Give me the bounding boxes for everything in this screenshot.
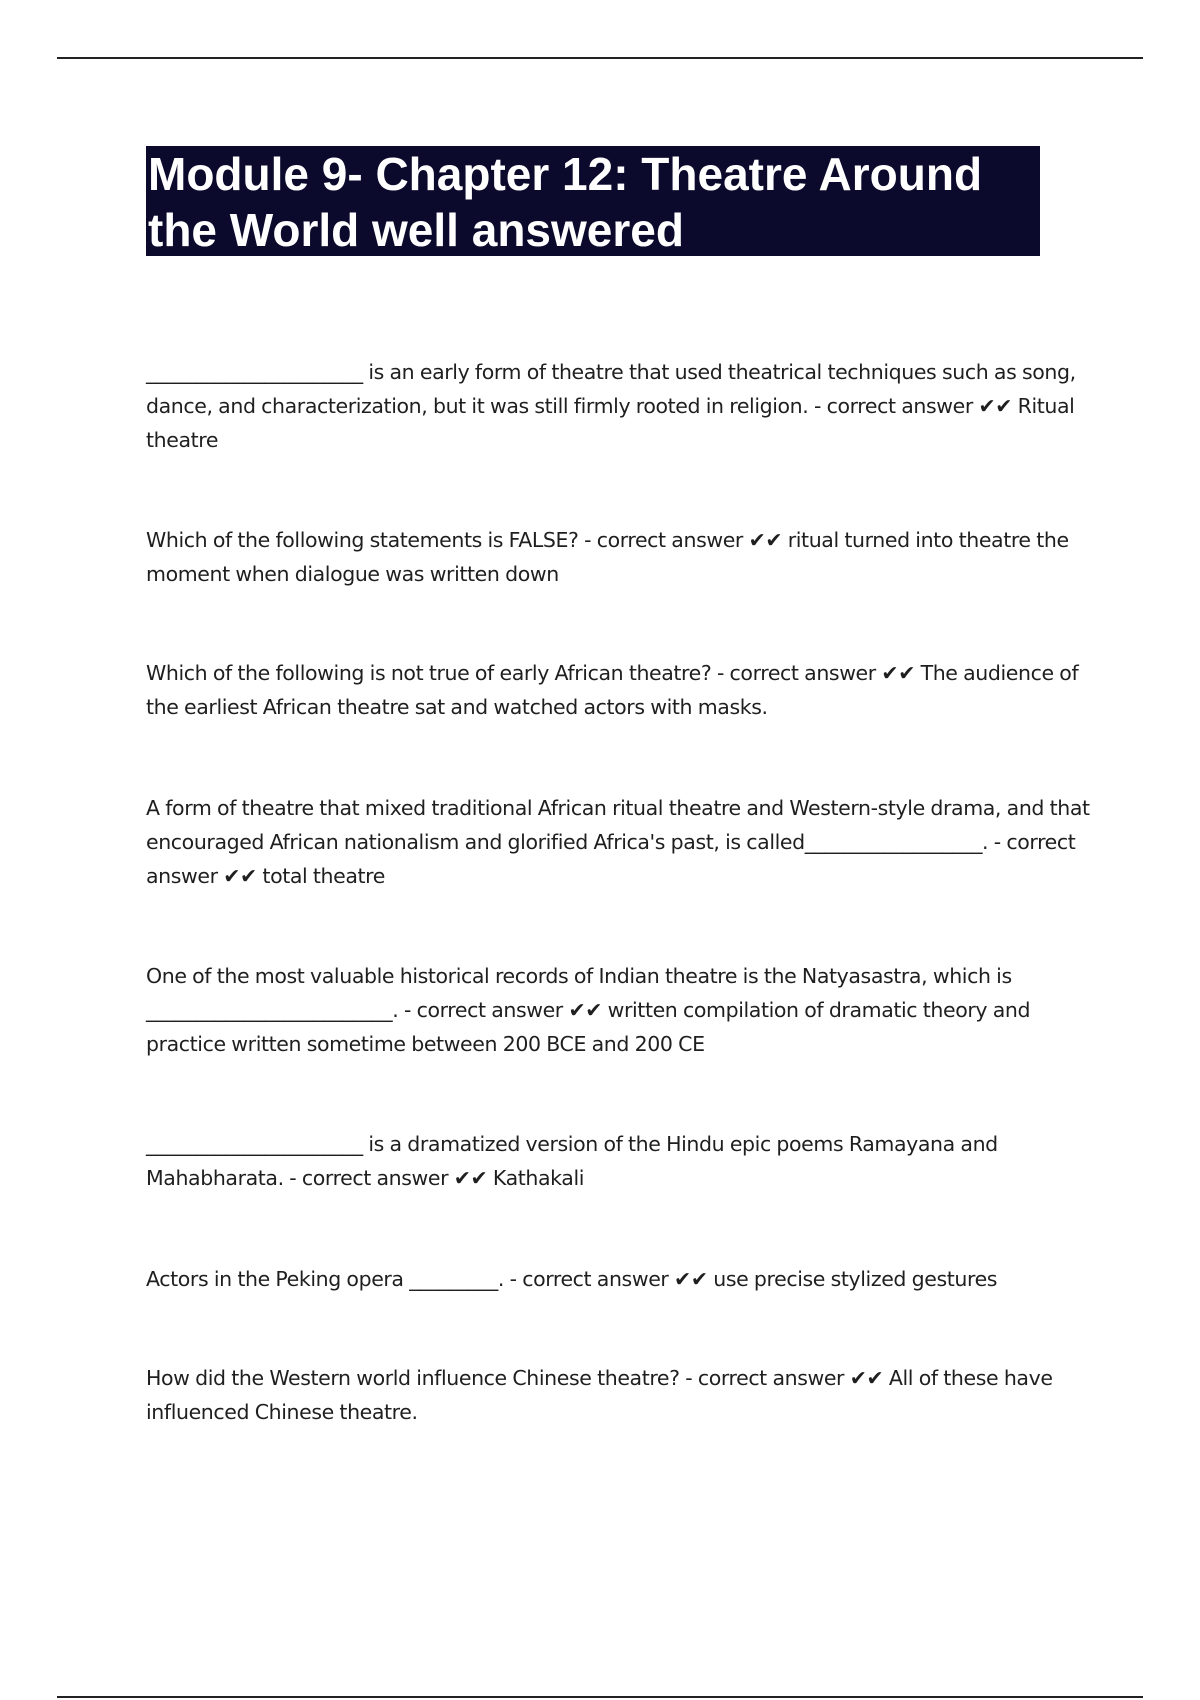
question-item: Which of the following statements is FALSE? - correct answer ✔✔ ritual turned into theatre the moment when dialogue was written down	[146, 528, 1069, 586]
question-item: ______________________ is an early form of theatre that used theatrical techniques such as song, dance, and characterization, but it was still firmly rooted in religion. - correct answer ✔✔ Ritual theatre	[146, 360, 1076, 452]
question-item: Actors in the Peking opera _________. - correct answer ✔✔ use precise stylized gestures	[146, 1267, 998, 1291]
question-item: ______________________ is a dramatized version of the Hindu epic poems Ramayana and Mahabharata. - correct answer ✔✔ Kathakali	[146, 1132, 998, 1190]
document-title: Module 9- Chapter 12: Theatre Around the World well answered	[148, 148, 983, 256]
question-item: How did the Western world influence Chinese theatre? - correct answer ✔✔ All of these have influenced Chinese theatre.	[146, 1366, 1053, 1424]
header-rule	[57, 57, 1143, 59]
question-item: Which of the following is not true of early African theatre? - correct answer ✔✔ The audience of the earliest African theatre sat and watched actors with masks.	[146, 661, 1079, 719]
question-item: A form of theatre that mixed traditional African ritual theatre and Western-style drama, and that encouraged African nationalism and glorified Africa's past, is called__________________. - correct answer ✔✔ total theatre	[146, 796, 1090, 888]
question-item: One of the most valuable historical records of Indian theatre is the Natyasastra, which is _________________________. - correct answer ✔✔ written compilation of dramatic theory and practice written sometime between 200 BCE and 200 CE	[146, 964, 1031, 1056]
title-banner	[146, 146, 1040, 256]
footer-rule	[57, 1696, 1143, 1698]
